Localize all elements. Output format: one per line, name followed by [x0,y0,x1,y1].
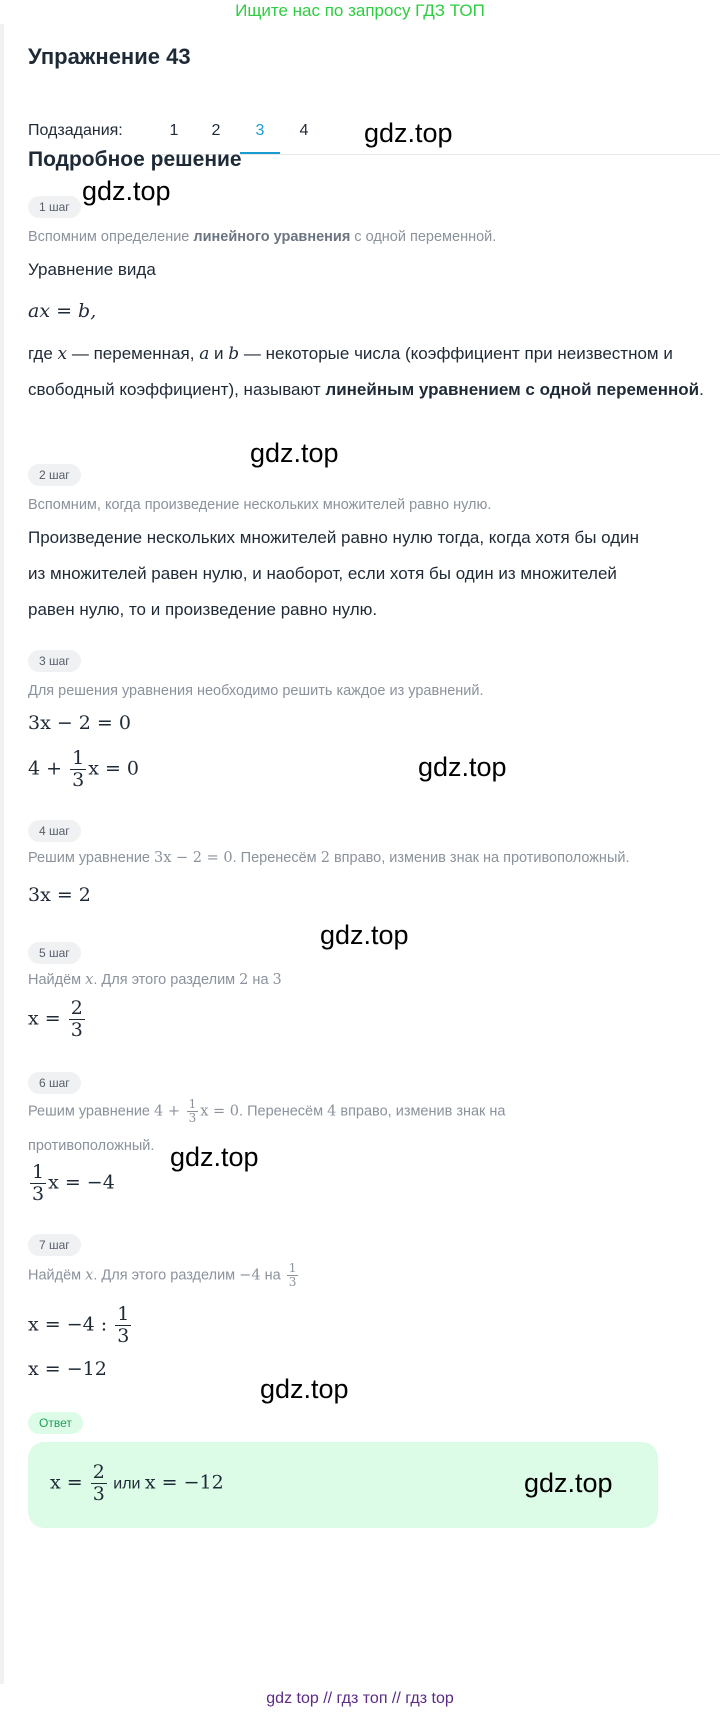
equation: x = −12 [28,1358,107,1380]
step-hint: Вспомним определение линейного уравнения с одной переменной. [28,229,497,245]
tab-subtask-1[interactable]: 1 [169,122,179,139]
watermark: gdz.top [364,118,453,148]
footer-links[interactable]: gdz top // гдз топ // гдз top [266,1690,454,1707]
watermark: gdz.top [170,1142,259,1172]
equation: ax = b, [28,300,97,322]
tab-subtask-4[interactable]: 4 [299,122,309,139]
equation: 3x − 2 = 0 [28,712,131,734]
step-hint: Найдём x. Для этого разделим 2 на 3 [28,972,282,988]
equation: 3x = 2 [28,884,91,906]
step-badge: 4 шаг [28,820,81,842]
step-hint: Решим уравнение 3x − 2 = 0. Перенесём 2 вправо, изменив знак на противоположный. [28,850,630,866]
step-hint: Вспомним, когда произведение нескольких множителей равно нулю. [28,497,492,513]
step-hint: Решим уравнение 4 + $\frac{1}{3}$ x = 0. Перенесём 4 вправо, изменив знак на [28,1097,506,1126]
equation: $\frac{1}{3}$ x = −4 [32,1161,115,1205]
left-border [0,24,4,1684]
watermark: gdz.top [524,1468,613,1498]
answer-badge: Ответ [28,1412,83,1434]
step-badge: 5 шаг [28,942,81,964]
page-title: Упражнение 43 [28,44,191,69]
watermark: gdz.top [418,752,507,782]
tab-subtask-2[interactable]: 2 [211,122,221,139]
step-hint: Найдём x. Для этого разделим −4 на $\frac{1}{3}$ [28,1261,297,1290]
step-text: Уравнение вида [28,260,156,279]
watermark: gdz.top [250,438,339,468]
equation: x = −4 : $\frac{1}{3}$ [28,1303,130,1347]
solution-heading: Подробное решение [28,148,242,171]
top-banner[interactable]: Ищите нас по запросу ГДЗ ТОП [235,1,485,20]
tab-subtask-3[interactable]: 3 [255,122,265,139]
watermark: gdz.top [260,1374,349,1404]
equation: 4 + $\frac{1}{3}$ x = 0 [28,747,139,791]
watermark: gdz.top [320,920,409,950]
answer-equation: x = $\frac{2}{3}$ или x = −12 [50,1461,224,1505]
watermark: gdz.top [82,176,171,206]
exercise-card [8,28,720,1684]
step-badge: 1 шаг [28,196,81,218]
tabs-divider [158,154,720,155]
step-badge: 7 шаг [28,1234,81,1256]
step-badge: 2 шаг [28,464,81,486]
step-hint: Для решения уравнения необходимо решить каждое из уравнений. [28,683,484,699]
equation: x = $\frac{2}{3}$ [28,997,83,1041]
active-tab-indicator [240,152,280,154]
step-badge: 6 шаг [28,1072,81,1094]
subtasks-label: Подзадания: [28,122,123,139]
step-badge: 3 шаг [28,650,81,672]
step-hint-cont: противоположный. [28,1138,155,1154]
step-paragraph: где x — переменная, a и b — некоторые числа (коэффициент при неизвестном и свободный коэффициент), называют линейным уравнением с одной переменной. [28,344,704,399]
step-text: Произведение нескольких множителей равно нулю тогда, когда хотя бы один из множителей равен нулю, и наоборот, если хотя бы один из множителей равен нулю, то и произведение равно нулю. [28,528,640,619]
